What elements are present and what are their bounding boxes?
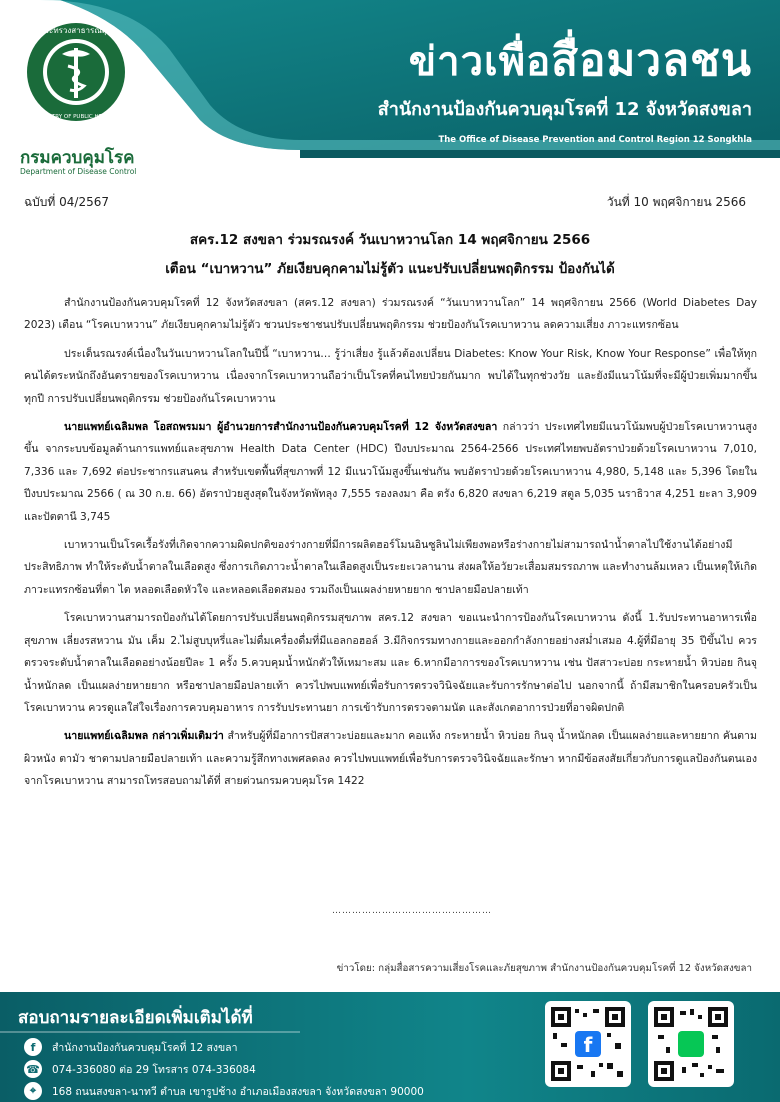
logo-ring-text: กระทรวงสาธารณสุข <box>39 26 113 35</box>
headline-line-1: สคร.12 สงขลา ร่วมรณรงค์ วันเบาหวานโลก 14 พฤศจิกายน 2566 <box>189 232 591 248</box>
paragraph-1: สำนักงานป้องกันควบคุมโรคที่ 12 จังหวัดสงขลา (สคร.12 สงขลา) ร่วมรณรงค์ “วันเบาหวานโลก” 14 พฤศจิกายน 2566 (World Diabetes Day 2023) เตือน “โรคเบาหวาน” ภัยเงียบคุกคามไม่รู้ตัว ชวนประชาชนปรับเปลี่ยนพฤติกรรม ช่วยป้องกันโรคเบาหวาน ลดความเสี่ยง ภาวะแทรกซ้อน <box>24 297 757 332</box>
article-body <box>24 292 757 799</box>
footer-address-row <box>24 1082 424 1100</box>
footer-facebook-text: สำนักงานป้องกันควบคุมโรคที่ 12 สงขลา <box>52 1041 238 1054</box>
banner-title-part-a: ข่าวเพื่อ <box>408 39 552 85</box>
paragraph-3-lead: นายแพทย์เฉลิมพล โอสถพรมมา ผู้อำนวยการสำนักงานป้องกันควบคุมโรคที่ 12 จังหวัดสงขลา <box>64 421 498 434</box>
headline-line-2: เตือน “เบาหวาน” ภัยเงียบคุกคามไม่รู้ตัว แนะปรับเปลี่ยนพฤติกรรม ป้องกันได้ <box>165 261 615 277</box>
facebook-icon: f <box>24 1038 42 1056</box>
department-name-th: กรมควบคุมโรค <box>20 148 135 168</box>
department-name-en: Department of Disease Control <box>20 167 137 176</box>
paragraph-6 <box>24 725 757 792</box>
qr-pattern-1 <box>551 1007 625 1081</box>
facebook-qr-code <box>545 1001 631 1087</box>
banner-english-name: The Office of Disease Prevention and Control Region 12 Songkhla <box>438 135 752 145</box>
banner-title-part-b: สื่อมวลชน <box>551 35 752 86</box>
line-qr-code <box>648 1001 734 1087</box>
location-icon: ⌖ <box>24 1082 42 1100</box>
paragraph-6-body: สำหรับผู้ที่มีอาการปัสสาวะบ่อยและมาก คอแห้ง กระหายน้ำ หิวบ่อย กินจุ น้ำหนักลด เป็นแผลง่ายและหายยาก คันตามผิวหนัง ตามัว ชาตามปลายมือปลายเท้า และความรู้สึกทางเพศลดลง ควรไปพบแพทย์เพื่อรับการตรวจวินิจฉัยและรักษา หากมีข้อสงสัยเกี่ยวกับการดูแลป้องกันตนเองจากโรคเบาหวาน สามารถโทรสอบถามได้ที่ สายด่วนกรมควบคุมโรค 1422 <box>24 730 757 788</box>
paragraph-3-body: กล่าวว่า ประเทศไทยมีแนวโน้มพบผู้ป่วยโรคเบาหวานสูงขึ้น จากระบบข้อมูลด้านการแพทย์และสุขภาพ Health Data Center (HDC) ปีงบประมาณ 2564-2566 ประเทศไทยพบอัตราป่วยด้วยโรคเบาหวาน 7,010, 7,336 และ 7,692 ต่อประชากรแสนคน สำหรับเขตพื้นที่สุขภาพที่ 12 มีแนวโน้มสูงขึ้นเช่นกัน พบอัตราป่วยด้วยโรคเบาหวาน 4,980, 5,148 และ 5,396 โดยในปีงบประมาณ 2566 ( ณ 30 ก.ย. 66) อัตราป่วยสูงสุดในจังหวัดพัทลุง 7,555 รองลงมา คือ ตรัง 6,820 สงขลา 6,219 สตูล 5,035 นราธิวาส 4,251 ยะลา 3,909 และปัตตานี 3,745 <box>24 421 758 523</box>
paragraph-4: เบาหวานเป็นโรคเรื้อรังที่เกิดจากความผิดปกติของร่างกายที่มีการผลิตฮอร์โมนอินซูลินไม่เพียงพอหรือร่างกายไม่สามารถนำน้ำตาลไปใช้งานได้อย่างมีประสิทธิภาพ ทำให้ระดับน้ำตาลในเลือดสูง ซึ่งการเกิดภาวะน้ำตาลในเลือดสูงเป็นระยะเวลานาน ส่งผลให้อวัยวะเสื่อมสมรรถภาพ และทำงานล้มเหลว เป็นเหตุให้เกิดภาวะแทรกซ้อนที่ตา ไต หลอดเลือดหัวใจ และหลอดเลือดสมอง รวมถึงเป็นแผลง่ายหายยาก ชาปลายมือปลายเท้า <box>24 539 757 596</box>
banner-subtitle: สำนักงานป้องกันควบคุมโรคที่ 12 จังหวัดสงขลา <box>377 99 752 120</box>
footer-address-text: 168 ถนนสงขลา-นาทวี ตำบล เขารูปช้าง อำเภอเมืองสงขลา จังหวัดสงขลา 90000 <box>52 1085 424 1098</box>
paragraph-5: โรคเบาหวานสามารถป้องกันได้โดยการปรับเปลี่ยนพฤติกรรมสุขภาพ สคร.12 สงขลา ขอแนะนำการป้องกันโรคเบาหวาน ดังนี้ 1.รับประทานอาหารเพื่อสุขภาพ เลี่ยงรสหวาน มัน เค็ม 2.ไม่สูบบุหรี่และไม่ดื่มเครื่องดื่มที่มีแอลกอฮอล์ 3.มีกิจกรรมทางกายและออกกำลังกายอย่างสม่ำเสมอ 4.ผู้ที่มีอายุ 35 ปีขึ้นไป ควรตรวจระดับน้ำตาลในเลือดอย่างน้อยปีละ 1 ครั้ง 5.ควบคุมน้ำหนักตัวให้เหมาะสม และ 6.หากมีอาการของโรคเบาหวาน เช่น ปัสสาวะบ่อย กระหายน้ำ หิวบ่อย กินจุ น้ำหนักลด เป็นแผลง่ายหายยาก หรือชาปลายมือปลายเท้า ควรไปพบแพทย์เพื่อรับการตรวจวินิจฉัยและรับการรักษาต่อไป นอกจากนี้ ถ้ามีสมาชิกในครอบครัวเป็นโรคเบาหวาน ควรดูแลใส่ใจเรื่องการควบคุมอาหาร การรับประทานยา การเข้ารับการตรวจตามนัด และสังเกตอาการป่วยที่อาจผิดปกติ <box>24 612 757 714</box>
paragraph-6-lead: นายแพทย์เฉลิมพล กล่าวเพิ่มเติมว่า <box>64 730 224 743</box>
qr-pattern-2 <box>654 1007 728 1081</box>
footer-phone-text: 074-336080 ต่อ 29 โทรสาร 074-336084 <box>52 1063 256 1076</box>
issue-number: ฉบับที่ 04/2567 <box>24 195 109 209</box>
release-date: วันที่ 10 พฤศจิกายน 2566 <box>606 195 746 209</box>
footer-facebook-row <box>24 1038 238 1056</box>
footer-phone-row <box>24 1060 256 1078</box>
phone-icon: ☎ <box>24 1060 42 1078</box>
svg-text:f: f <box>583 1033 593 1057</box>
press-release-header <box>0 0 780 185</box>
logo-ring-text-en: MINISTRY OF PUBLIC HEALTH <box>36 114 116 120</box>
byline: ข่าวโดย: กลุ่มสื่อสารความเสี่ยงโรคและภัยสุขภาพ สำนักงานป้องกันควบคุมโรคที่ 12 จังหวัดสงขลา <box>336 963 752 974</box>
footer-title: สอบถามรายละเอียดเพิ่มเติมได้ที่ <box>18 1008 253 1028</box>
banner-title <box>409 25 752 95</box>
paragraph-2: ประเด็นรณรงค์เนื่องในวันเบาหวานโลกในปีนี้ “เบาหวาน… รู้ว่าเสี่ยง รู้แล้วต้องเปลี่ยน Diabetes: Know Your Risk, Know Your Response” เพื่อให้ทุกคนได้ตระหนักถึงอันตรายของโรคเบาหวาน เนื่องจากโรคเบาหวานถือว่าเป็นโรคที่คนไทยป่วยกันมาก พบได้ในทุกช่วงวัย และยังมีแนวโน้มที่จะมีผู้ป่วยเพิ่มมากขึ้นทุกปี การปรับเปลี่ยนพฤติกรรม ช่วยป้องกันโรคเบาหวาน <box>24 347 757 405</box>
ministry-logo <box>22 18 130 126</box>
paragraph-3 <box>24 416 757 528</box>
separator-dots: ………………………………………… <box>332 906 492 916</box>
